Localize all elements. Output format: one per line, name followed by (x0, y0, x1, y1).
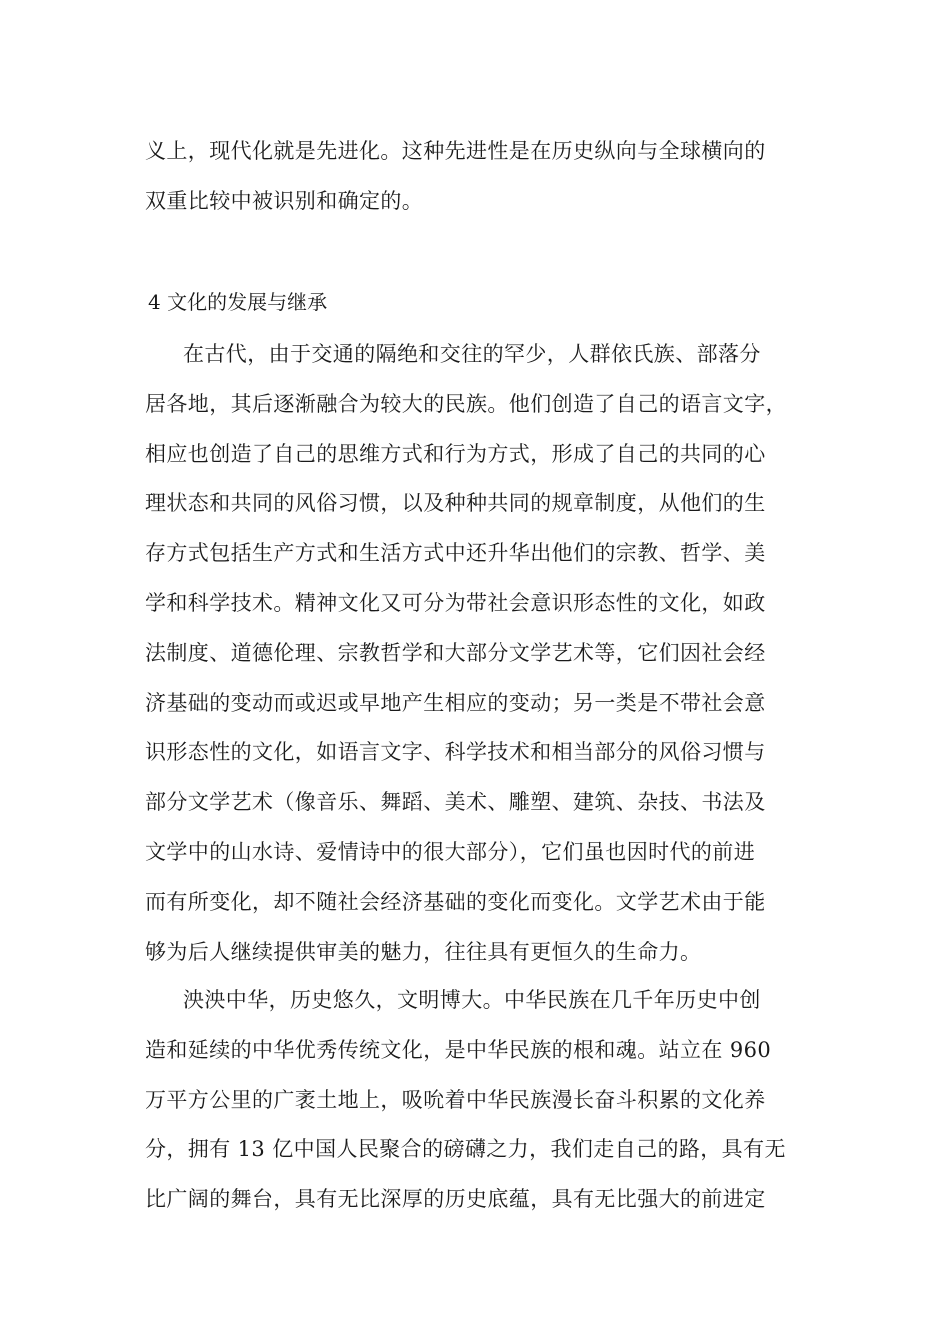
text-line: 够为后人继续提供审美的魅力，往往具有更恒久的生命力。 (145, 939, 702, 964)
text-line: 济基础的变动而或迟或早地产生相应的变动；另一类是不带社会意 (145, 690, 766, 715)
text-line: 万平方公里的广袤土地上，吸吮着中华民族漫长奋斗积累的文化养 (145, 1087, 766, 1112)
section-heading: 4 文化的发展与继承 (148, 290, 328, 314)
text-line: 分，拥有 13 亿中国人民聚合的磅礴之力，我们走自己的路，具有无 (145, 1137, 786, 1162)
text-line: 双重比较中被识别和确定的。 (145, 188, 424, 213)
text-line: 泱泱中华，历史悠久，文明博大。中华民族在几千年历史中创 (183, 988, 761, 1012)
text-line: 义上，现代化就是先进化。这种先进性是在历史纵向与全球横向的 (145, 139, 766, 163)
text-line: 造和延续的中华优秀传统文化，是中华民族的根和魂。站立在 960 (145, 1037, 772, 1062)
paragraph-1 (145, 330, 815, 977)
text-line: 居各地，其后逐渐融合为较大的民族。他们创造了自己的语言文字， (145, 391, 787, 416)
paragraph-top (145, 127, 815, 227)
text-line: 学和科学技术。精神文化又可分为带社会意识形态性的文化，如政 (145, 590, 766, 615)
text-line: 而有所变化，却不随社会经济基础的变化而变化。文学艺术由于能 (145, 889, 766, 914)
text-line: 存方式包括生产方式和生活方式中还升华出他们的宗教、哲学、美 (145, 541, 766, 566)
text-line: 部分文学艺术（像音乐、舞蹈、美术、雕塑、建筑、杂技、书法及 (145, 790, 766, 815)
text-line: 识形态性的文化，如语言文字、科学技术和相当部分的风俗习惯与 (145, 740, 766, 765)
text-line: 相应也创造了自己的思维方式和行为方式，形成了自己的共同的心 (145, 441, 766, 466)
text-line: 文学中的山水诗、爱情诗中的很大部分），它们虽也因时代的前进 (145, 839, 756, 864)
text-line: 比广阔的舞台，具有无比深厚的历史底蕴，具有无比强大的前进定 (145, 1187, 766, 1212)
text-line: 法制度、道德伦理、宗教哲学和大部分文学艺术等，它们因社会经 (145, 640, 766, 665)
text-line: 在古代，由于交通的隔绝和交往的罕少，人群依氏族、部落分 (183, 342, 761, 366)
paragraph-2 (145, 976, 815, 1225)
text-line: 理状态和共同的风俗习惯，以及种种共同的规章制度，从他们的生 (145, 491, 766, 516)
